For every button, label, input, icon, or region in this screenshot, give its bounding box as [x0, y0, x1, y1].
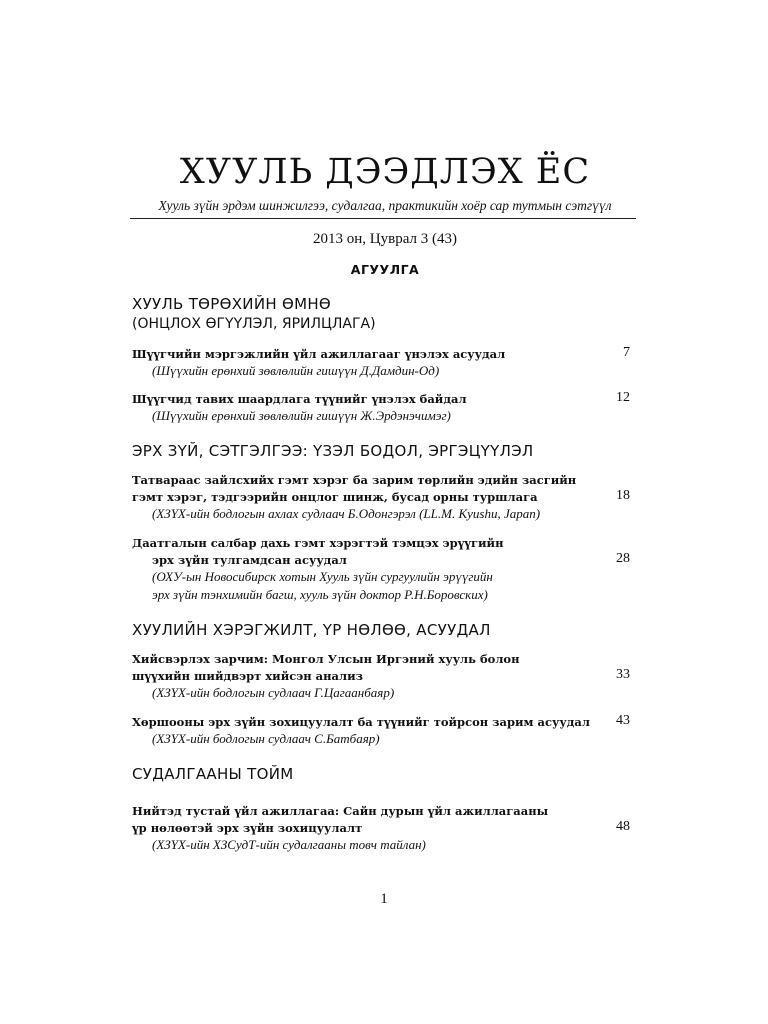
toc-entry-author: (Шүүхийн ерөнхий зөвлөлийн гишүүн Д.Дамдин-Од): [152, 363, 440, 378]
section-title: ЭРХ ЗҮЙ, СЭТГЭЛГЭЭ: ҮЗЭЛ БОДОЛ, ЭРГЭЦҮҮЛЭЛ: [132, 442, 534, 460]
toc-entry-page[interactable]: 28: [616, 551, 630, 566]
toc-entry-author: (ХЗҮХ-ийн ХЗСудТ-ийн судалгааны товч тайлан): [152, 837, 426, 852]
toc-entry-page[interactable]: 18: [616, 488, 630, 503]
toc-entry-author: (ХЗҮХ-ийн бодлогын судлаач С.Батбаяр): [152, 731, 380, 746]
toc-entry-title[interactable]: шүүхийн шийдвэрт хийсэн анализ: [132, 669, 363, 683]
header-divider: [130, 218, 636, 219]
toc-entry-page[interactable]: 33: [616, 667, 630, 682]
toc-entry-author: эрх зүйн тэнхимийн багш, хууль зүйн доктор Р.Н.Боровских): [152, 587, 488, 602]
section-title: СУДАЛГААНЫ ТОЙМ: [132, 765, 294, 783]
toc-entry-page[interactable]: 12: [616, 390, 630, 405]
toc-entry-title[interactable]: Шүүгчийн мэргэжлийн үйл ажиллагааг үнэлэх асуудал: [132, 347, 506, 361]
journal-subtitle: Хууль зүйн эрдэм шинжилгээ, судалгаа, практикийн хоёр сар тутмын сэтгүүл: [158, 198, 612, 213]
journal-title: ХУУЛЬ ДЭЭДЛЭХ ЁС: [179, 152, 591, 192]
section-title: ХУУЛЬ ТӨРӨХИЙН ӨМНӨ: [132, 295, 332, 313]
toc-entry-title[interactable]: Шүүгчид тавих шаардлага түүнийг үнэлэх байдал: [132, 392, 467, 406]
toc-entry-page[interactable]: 7: [623, 345, 630, 360]
toc-entry-page[interactable]: 43: [616, 713, 630, 728]
toc-entry-author: (ХЗҮХ-ийн бодлогын ахлах судлаач Б.Одонгэрэл (LL.M. Kyushu, Japan): [152, 506, 541, 521]
toc-entry-author: (ХЗҮХ-ийн бодлогын судлаач Г.Цагаанбаяр): [152, 685, 395, 700]
section-subtitle: (ОНЦЛОХ ӨГҮҮЛЭЛ, ЯРИЛЦЛАГА): [132, 316, 376, 332]
toc-entry-author: (ОХУ-ын Новосибирск хотын Хууль зүйн сургуулийн эрүүгийн: [152, 569, 493, 584]
toc-entry-title[interactable]: Хийсвэрлэх зарчим: Монгол Улсын Иргэний хууль болон: [132, 652, 520, 666]
toc-entry-title[interactable]: гэмт хэрэг, тэдгээрийн онцлог шинж, бусад орны туршлага: [132, 490, 538, 504]
toc-entry-title[interactable]: эрх зүйн тулгамдсан асуудал: [152, 553, 347, 567]
toc-heading: АГУУЛГА: [350, 262, 420, 277]
toc-entry-title[interactable]: Даатгалын салбар дахь гэмт хэрэгтэй тэмцэх эрүүгийн: [132, 536, 504, 550]
page-number: 1: [380, 891, 388, 907]
toc-entry-title[interactable]: Хөршооны эрх зүйн зохицуулалт ба түүнийг тойрсон зарим асуудал: [132, 715, 590, 729]
toc-entry-page[interactable]: 48: [616, 819, 630, 834]
issue-info: 2013 он, Цуврал 3 (43): [313, 231, 457, 247]
toc-entry-title[interactable]: Нийтэд тустай үйл ажиллагаа: Сайн дурын үйл ажиллагааны: [132, 804, 549, 818]
toc-entry-title[interactable]: Татвараас зайлсхийх гэмт хэрэг ба зарим төрлийн эдийн засгийн: [132, 473, 577, 487]
toc-entry-author: (Шүүхийн ерөнхий зөвлөлийн гишүүн Ж.Эрдэнэчимэг): [152, 408, 451, 423]
section-title: ХУУЛИЙН ХЭРЭГЖИЛТ, ҮР НӨЛӨӨ, АСУУДАЛ: [132, 621, 491, 639]
toc-entry-title[interactable]: үр нөлөөтэй эрх зүйн зохицуулалт: [132, 821, 363, 835]
